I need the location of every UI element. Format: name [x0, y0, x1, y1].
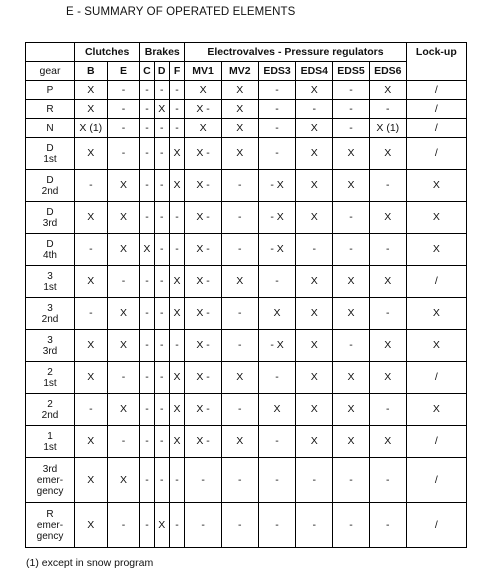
gear-label-line: 1st [43, 153, 57, 165]
value-cell: - [369, 298, 406, 330]
value-cell: - [154, 234, 169, 266]
value-cell: X [369, 266, 406, 298]
value-cell: X [333, 362, 370, 394]
value-cell: - [140, 81, 154, 100]
value-cell: - [140, 138, 154, 170]
value-cell: / [406, 266, 466, 298]
value-cell: X [333, 266, 370, 298]
value-cell: - [140, 202, 154, 234]
value-cell: X [369, 138, 406, 170]
gear-label-line: 3rd [42, 345, 58, 357]
value-cell: X [107, 202, 140, 234]
gear-label-line: 1 [47, 430, 53, 442]
value-cell: - [333, 119, 370, 138]
table-row [26, 362, 467, 394]
value-cell: - [140, 458, 154, 503]
gear-label-line: 2nd [41, 409, 59, 421]
gear-label-line: 1st [43, 441, 57, 453]
gear-label-line: 3rd [42, 463, 58, 475]
value-cell: - [258, 362, 296, 394]
col-c: C [140, 62, 154, 81]
gear-cell [26, 138, 75, 170]
gear-label-line: 4th [43, 249, 57, 261]
value-cell: - [107, 503, 140, 548]
value-cell: - [107, 266, 140, 298]
value-cell: X [406, 394, 466, 426]
gear-cell [26, 266, 75, 298]
value-cell: - [333, 458, 370, 503]
value-cell: - [296, 234, 333, 266]
value-cell: X [74, 503, 107, 548]
value-cell: X [406, 330, 466, 362]
value-cell: - [154, 458, 169, 503]
value-cell: - [140, 100, 154, 119]
value-cell: - [140, 170, 154, 202]
col-b: B [74, 62, 107, 81]
value-cell: X [296, 426, 333, 458]
value-cell: - [154, 426, 169, 458]
value-cell: - [154, 362, 169, 394]
value-cell: X [258, 298, 296, 330]
value-cell: X [74, 426, 107, 458]
value-cell: X [369, 362, 406, 394]
group-brakes: Brakes [140, 43, 185, 62]
value-cell: - [369, 234, 406, 266]
value-cell: - [107, 138, 140, 170]
value-cell: X [333, 426, 370, 458]
value-cell: X [107, 234, 140, 266]
gear-cell [26, 458, 75, 503]
column-header-row [26, 62, 467, 81]
value-cell: X [296, 266, 333, 298]
value-cell: - [258, 100, 296, 119]
group-clutches: Clutches [74, 43, 139, 62]
value-cell: - [140, 330, 154, 362]
gear-label-line: 2nd [41, 313, 59, 325]
value-cell: / [406, 426, 466, 458]
value-cell: - [169, 202, 184, 234]
value-cell: - [169, 458, 184, 503]
value-cell: - [74, 298, 107, 330]
col-e: E [107, 62, 140, 81]
value-cell: - [169, 100, 184, 119]
value-cell: - [154, 170, 169, 202]
value-cell: - [154, 138, 169, 170]
gear-cell [26, 362, 75, 394]
gear-cell [26, 503, 75, 548]
value-cell: - [169, 234, 184, 266]
value-cell: - [107, 426, 140, 458]
value-cell: X [74, 330, 107, 362]
value-cell: X [369, 202, 406, 234]
value-cell: - [74, 394, 107, 426]
value-cell: X - [185, 234, 222, 266]
value-cell: X [169, 170, 184, 202]
value-cell: - [221, 170, 258, 202]
value-cell: X [258, 394, 296, 426]
gear-label-line: 2 [47, 398, 53, 410]
value-cell: X [74, 458, 107, 503]
group-header-row [26, 43, 467, 62]
value-cell: X [107, 298, 140, 330]
group-electrovalves: Electrovalves - Pressure regulators [185, 43, 407, 62]
value-cell: X [406, 170, 466, 202]
value-cell: - [369, 503, 406, 548]
value-cell: - [169, 503, 184, 548]
value-cell: X [154, 503, 169, 548]
value-cell: - [185, 458, 222, 503]
value-cell: X [333, 170, 370, 202]
table-row [26, 170, 467, 202]
value-cell: - X [258, 202, 296, 234]
value-cell: - [107, 362, 140, 394]
value-cell: - [296, 100, 333, 119]
value-cell: - [369, 458, 406, 503]
value-cell: - [258, 503, 296, 548]
value-cell: X [221, 362, 258, 394]
table-row [26, 234, 467, 266]
gear-label-line: emer- [36, 474, 64, 486]
value-cell: X - [185, 266, 222, 298]
value-cell: - [107, 100, 140, 119]
table-row [26, 81, 467, 100]
value-cell: - [258, 426, 296, 458]
col-eds3: EDS3 [258, 62, 296, 81]
gear-cell [26, 119, 75, 138]
col-gear: gear [26, 62, 75, 81]
value-cell: X [140, 234, 154, 266]
value-cell: - [140, 298, 154, 330]
value-cell: X [296, 138, 333, 170]
gear-label-line: N [46, 122, 54, 134]
group-lockup: Lock-up [406, 43, 466, 81]
value-cell: - [74, 234, 107, 266]
value-cell: X [296, 119, 333, 138]
corner-cell [26, 43, 75, 62]
value-cell: - [154, 266, 169, 298]
value-cell: / [406, 503, 466, 548]
value-cell: - [296, 503, 333, 548]
gear-label-line: 3rd [42, 217, 58, 229]
value-cell: - [154, 298, 169, 330]
footnote: (1) except in snow program [26, 557, 154, 569]
value-cell: - [221, 458, 258, 503]
value-cell: X [107, 458, 140, 503]
value-cell: X [74, 100, 107, 119]
gear-label-line: 1st [43, 377, 57, 389]
summary-table [25, 42, 467, 548]
value-cell: X [221, 119, 258, 138]
col-mv1: MV1 [185, 62, 222, 81]
value-cell: X [74, 138, 107, 170]
value-cell: X - [185, 100, 222, 119]
value-cell: X [74, 362, 107, 394]
table-row [26, 330, 467, 362]
table-row [26, 298, 467, 330]
gear-label-line: D [46, 238, 54, 250]
col-mv2: MV2 [221, 62, 258, 81]
value-cell: - [333, 100, 370, 119]
table-row [26, 458, 467, 503]
gear-cell [26, 170, 75, 202]
value-cell: - [221, 298, 258, 330]
table-row [26, 266, 467, 298]
col-d: D [154, 62, 169, 81]
value-cell: - [154, 81, 169, 100]
value-cell: / [406, 458, 466, 503]
value-cell: X [369, 81, 406, 100]
value-cell: X [169, 362, 184, 394]
gear-label-line: gency [36, 530, 64, 542]
gear-label-line: 1st [43, 281, 57, 293]
value-cell: - [140, 119, 154, 138]
value-cell: - [258, 119, 296, 138]
value-cell: - [140, 503, 154, 548]
value-cell: X [154, 100, 169, 119]
gear-label-line: D [46, 206, 54, 218]
gear-label-line: R [46, 103, 54, 115]
value-cell: X - [185, 202, 222, 234]
table-row [26, 119, 467, 138]
col-eds6: EDS6 [369, 62, 406, 81]
gear-label-line: gency [36, 485, 64, 497]
value-cell: X [296, 202, 333, 234]
value-cell: X [221, 100, 258, 119]
value-cell: - [107, 119, 140, 138]
value-cell: - [221, 394, 258, 426]
gear-label-line: 3 [47, 334, 53, 346]
value-cell: X [169, 394, 184, 426]
value-cell: X [296, 394, 333, 426]
value-cell: X [221, 426, 258, 458]
value-cell: X [169, 266, 184, 298]
value-cell: X [333, 138, 370, 170]
table-row [26, 426, 467, 458]
value-cell: X [296, 330, 333, 362]
value-cell: X - [185, 298, 222, 330]
value-cell: X [406, 234, 466, 266]
value-cell: / [406, 81, 466, 100]
value-cell: - [333, 330, 370, 362]
value-cell: X [406, 298, 466, 330]
gear-label-line: D [46, 142, 54, 154]
gear-label-line: 3 [47, 302, 53, 314]
value-cell: X [296, 298, 333, 330]
value-cell: - [154, 202, 169, 234]
value-cell: X [169, 298, 184, 330]
value-cell: X [333, 394, 370, 426]
value-cell: - [140, 362, 154, 394]
gear-cell [26, 426, 75, 458]
gear-label-line: 2 [47, 366, 53, 378]
table-row [26, 202, 467, 234]
value-cell: - [221, 202, 258, 234]
value-cell: / [406, 138, 466, 170]
value-cell: X [169, 426, 184, 458]
value-cell: - [369, 100, 406, 119]
value-cell: X [296, 170, 333, 202]
value-cell: X [369, 426, 406, 458]
gear-label-line: 3 [47, 270, 53, 282]
value-cell: - [107, 81, 140, 100]
value-cell: X [296, 81, 333, 100]
value-cell: X - [185, 138, 222, 170]
value-cell: - [169, 81, 184, 100]
gear-cell [26, 330, 75, 362]
gear-cell [26, 394, 75, 426]
gear-cell [26, 298, 75, 330]
value-cell: / [406, 100, 466, 119]
table-row [26, 503, 467, 548]
value-cell: X (1) [74, 119, 107, 138]
value-cell: X (1) [369, 119, 406, 138]
value-cell: - [221, 503, 258, 548]
value-cell: - [74, 170, 107, 202]
value-cell: - [369, 394, 406, 426]
value-cell: X [169, 138, 184, 170]
value-cell: / [406, 119, 466, 138]
value-cell: - [140, 394, 154, 426]
value-cell: - [333, 81, 370, 100]
value-cell: - [221, 234, 258, 266]
value-cell: X [74, 202, 107, 234]
value-cell: X [296, 362, 333, 394]
value-cell: - [221, 330, 258, 362]
gear-cell [26, 100, 75, 119]
gear-label-line: emer- [36, 519, 64, 531]
table-body [26, 81, 467, 548]
value-cell: - [140, 266, 154, 298]
gear-label-line: 2nd [41, 185, 59, 197]
value-cell: - [154, 330, 169, 362]
value-cell: / [406, 362, 466, 394]
value-cell: - [169, 119, 184, 138]
value-cell: X [74, 81, 107, 100]
value-cell: - [369, 170, 406, 202]
col-eds4: EDS4 [296, 62, 333, 81]
page-title: E - SUMMARY OF OPERATED ELEMENTS [66, 6, 296, 18]
table-row [26, 138, 467, 170]
value-cell: - [154, 119, 169, 138]
value-cell: - X [258, 170, 296, 202]
value-cell: X - [185, 394, 222, 426]
value-cell: - [154, 394, 169, 426]
gear-cell [26, 81, 75, 100]
value-cell: - [258, 81, 296, 100]
value-cell: X [107, 170, 140, 202]
gear-label-line: R [46, 508, 54, 520]
value-cell: X [107, 394, 140, 426]
gear-label-line: D [46, 174, 54, 186]
value-cell: - X [258, 234, 296, 266]
value-cell: X [185, 81, 222, 100]
value-cell: X [221, 138, 258, 170]
table-row [26, 100, 467, 119]
value-cell: - [258, 138, 296, 170]
value-cell: X [406, 202, 466, 234]
value-cell: X [221, 266, 258, 298]
gear-cell [26, 234, 75, 266]
value-cell: - [258, 458, 296, 503]
gear-cell [26, 202, 75, 234]
value-cell: X [333, 298, 370, 330]
value-cell: - X [258, 330, 296, 362]
gear-label-line: P [46, 84, 54, 96]
value-cell: X - [185, 330, 222, 362]
value-cell: X [74, 266, 107, 298]
col-f: F [169, 62, 184, 81]
value-cell: - [296, 458, 333, 503]
table-row [26, 394, 467, 426]
value-cell: X - [185, 426, 222, 458]
value-cell: - [258, 266, 296, 298]
value-cell: - [185, 503, 222, 548]
value-cell: X [107, 330, 140, 362]
col-eds5: EDS5 [333, 62, 370, 81]
value-cell: X [369, 330, 406, 362]
value-cell: - [140, 426, 154, 458]
value-cell: - [333, 234, 370, 266]
value-cell: X [221, 81, 258, 100]
value-cell: - [333, 503, 370, 548]
value-cell: - [169, 330, 184, 362]
value-cell: X - [185, 170, 222, 202]
value-cell: X - [185, 362, 222, 394]
value-cell: - [333, 202, 370, 234]
value-cell: X [185, 119, 222, 138]
